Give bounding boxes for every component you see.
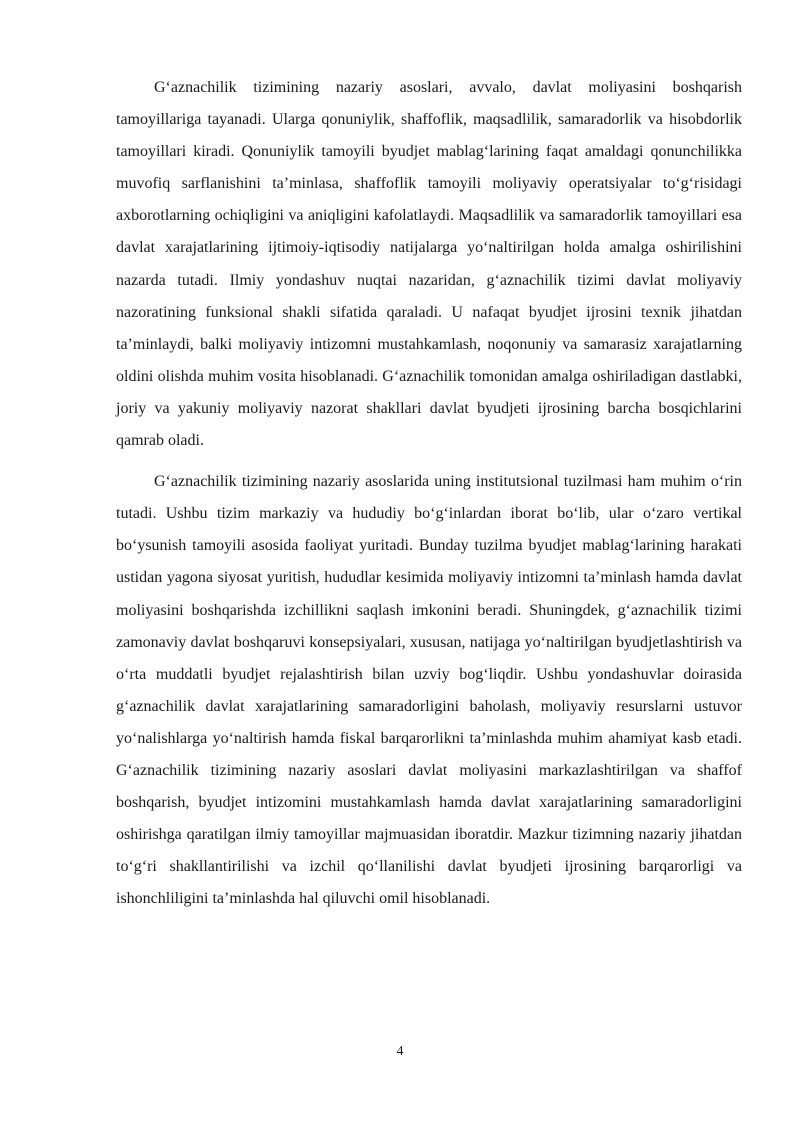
body-text bbox=[116, 72, 742, 915]
paragraph-treasury-principles: G‘aznachilik tizimining nazariy asoslari, avvalo, davlat moliyasini boshqarish tamoyillariga tayanadi. Ularga qonuniylik, shaffoflik, maqsadlilik, samaradorlik va hisobdorlik tamoyillari kiradi. Qonuniylik tamoyili byudjet mablag‘larining faqat amaldagi qonunchilikka muvofiq sarflanishini ta’minlasa, shaffoflik tamoyili moliyaviy operatsiyalar to‘g‘risidagi axborotlarning ochiqligini va aniqligini kafolatlaydi. Maqsadlilik va samaradorlik tamoyillari esa davlat xarajatlarining ijtimoiy-iqtisodiy natijalarga yo‘naltirilgan holda amalga oshirilishini nazarda tutadi. Ilmiy yondashuv nuqtai nazaridan, g‘aznachilik tizimi davlat moliyaviy nazoratining funksional shakli sifatida qaraladi. U nafaqat byudjet ijrosini texnik jihatdan ta’minlaydi, balki moliyaviy intizomni mustahkamlash, noqonuniy va samarasiz xarajatlarning oldini olishda muhim vosita hisoblanadi. G‘aznachilik tomonidan amalga oshiriladigan dastlabki, joriy va yakuniy moliyaviy nazorat shakllari davlat byudjeti ijrosining barcha bosqichlarini qamrab oladi. bbox=[116, 79, 742, 450]
page-number: 4 bbox=[396, 1044, 404, 1059]
paragraph-institutional-structure: G‘aznachilik tizimining nazariy asoslarida uning institutsional tuzilmasi ham muhim o‘rin tutadi. Ushbu tizim markaziy va hududiy bo‘g‘inlardan iborat bo‘lib, ular o‘zaro vertikal bo‘ysunish tamoyili asosida faoliyat yuritadi. Bunday tuzilma byudjet mablag‘larining harakati ustidan yagona siyosat yuritish, hududlar kesimida moliyaviy intizomni ta’minlash hamda davlat moliyasini boshqarishda izchillikni saqlash imkonini beradi. Shuningdek, g‘aznachilik tizimi zamonaviy davlat boshqaruvi konsepsiyalari, xususan, natijaga yo‘naltirilgan byudjetlashtirish va o‘rta muddatli byudjet rejalashtirish bilan uzviy bog‘liqdir. Ushbu yondashuvlar doirasida g‘aznachilik davlat xarajatlarining samaradorligini baholash, moliyaviy resurslarni ustuvor yo‘nalishlarga yo‘naltirish hamda fiskal barqarorlikni ta’minlashda muhim ahamiyat kasb etadi. G‘aznachilik tizimining nazariy asoslari davlat moliyasini markazlashtirilgan va shaffof boshqarish, byudjet intizomini mustahkamlash hamda davlat xarajatlarining samaradorligini oshirishga qaratilgan ilmiy tamoyillar majmuasidan iboratdir. Mazkur tizimning nazariy jihatdan to‘g‘ri shakllantirilishi va izchil qo‘llanilishi davlat byudjeti ijrosining barqarorligi va ishonchliligini ta’minlashda hal qiluvchi omil hisoblanadi. bbox=[116, 473, 742, 908]
